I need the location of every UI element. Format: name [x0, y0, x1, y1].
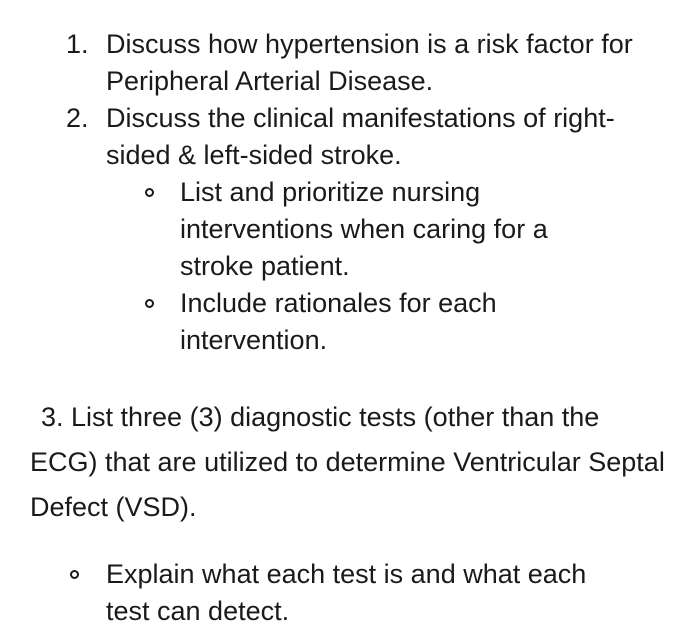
numbered-list: [66, 26, 666, 174]
sub-list-item-text: List and prioritize nursing interventions when caring for a stroke patient.: [180, 177, 548, 281]
list-item-text: Discuss the clinical manifestations of right-sided & left-sided stroke.: [106, 103, 615, 170]
bottom-list-item-text: Explain what each test is and what each test can detect.: [106, 559, 587, 626]
circle-bullet-icon: [145, 299, 154, 308]
paragraph-text: 3. List three (3) diagnostic tests (other than the ECG) that are utilized to determine Ventricular Septal Defect (VSD).: [30, 402, 665, 522]
list-item-2: [66, 100, 666, 174]
list-number: 2.: [66, 103, 89, 133]
bottom-bullet-list: [70, 556, 630, 630]
sub-list-item-text: Include rationales for each intervention.: [180, 288, 497, 355]
list-number: 1.: [66, 29, 89, 59]
bottom-list-item: [70, 556, 630, 630]
circle-bullet-icon: [70, 570, 79, 579]
question-3-paragraph: [30, 395, 670, 530]
sub-list-item-2: [145, 285, 600, 359]
sub-bullet-list: [145, 174, 600, 359]
sub-list-item-1: [145, 174, 600, 285]
circle-bullet-icon: [145, 188, 154, 197]
list-item-text: Discuss how hypertension is a risk factor for Peripheral Arterial Disease.: [106, 29, 633, 96]
list-item-1: [66, 26, 666, 100]
